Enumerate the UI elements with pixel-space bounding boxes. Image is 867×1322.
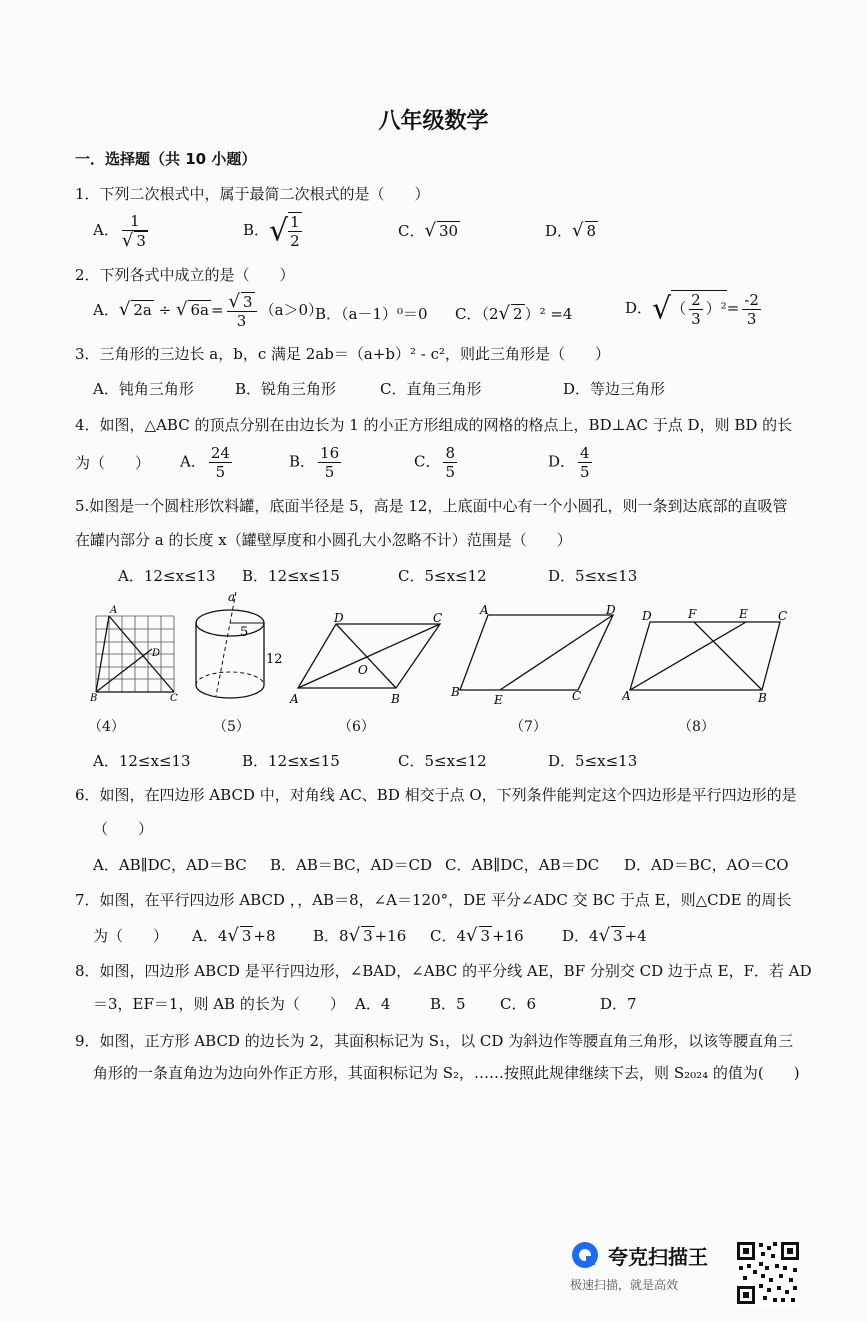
q3-stem: 3．三角形的三边长 a，b，c 满足 2ab＝（a+b）² - c²，则此三角形是（ ） (75, 345, 611, 363)
q2-stem: 2．下列各式中成立的是（ ） (75, 266, 295, 284)
q5b-option-b: B．12≤x≤15 (242, 752, 340, 770)
q8-option-c: C．6 (500, 995, 537, 1013)
figure-4-grid (90, 604, 190, 704)
q3-option-b: B．锐角三角形 (235, 380, 337, 398)
q5-stem-line1: 5.如图是一个圆柱形饮料罐，底面半径是 5，高是 12，上底面中心有一个小圆孔，则一条到达底部的直吸管 (75, 497, 788, 515)
q5-option-c: C．5≤x≤12 (398, 567, 487, 585)
q5-stem-line2: 在罐内部分 a 的长度 x（罐壁厚度和小圆孔大小忽略不计）范围是（ ） (75, 531, 572, 549)
figure-8-caption: （8） (678, 719, 715, 735)
figure-6-caption: （6） (338, 719, 375, 735)
figure-4-caption: （4） (88, 719, 125, 735)
q6-stem-line1: 6．如图，在四边形 ABCD 中，对角线 AC、BD 相交于点 O，下列条件能判定这个四边形是平行四边形的是 (75, 786, 797, 804)
figure-4-label-b: B (90, 693, 98, 704)
figure-5-label-height: 12 (266, 652, 283, 667)
q8-stem-line2: ＝3，EF＝1，则 AB 的长为（ ） (93, 995, 345, 1013)
q6-option-a: A．AB∥DC，AD＝BC (93, 856, 247, 874)
q2-option-d: D．√（ $\frac{2}{3}$ ）²= $\frac{-2}{3}$ (625, 290, 759, 328)
figure-8-label-f: F (688, 607, 697, 621)
q4-option-a: A． $\frac{24}{5}$ (180, 444, 230, 481)
q5-option-b: B．12≤x≤15 (242, 567, 340, 585)
figure-7-label-a: A (480, 603, 489, 617)
q6-stem-line2: （ ） (93, 820, 154, 838)
q3-option-c: C．直角三角形 (380, 380, 482, 398)
q9-stem-line2: 角形的一条直角边为边向外作正方形，其面积标记为 S₂，……按照此规律继续下去，则 S₂₀₂₄ 的值为( ) (93, 1064, 800, 1082)
figure-7-label-c: C (572, 689, 582, 703)
q1-option-d: D．√ 8 (545, 220, 597, 241)
figure-4-label-d: D (152, 648, 161, 659)
q6-option-b: B．AB＝BC，AD＝CD (270, 856, 433, 874)
q4-option-b: B． $\frac{16}{5}$ (289, 444, 340, 481)
figure-8-parallelogram (622, 604, 797, 708)
q8-option-a: A．4 (355, 995, 391, 1013)
q9-stem-line1: 9．如图，正方形 ABCD 的边长为 2，其面积标记为 S₁，以 CD 为斜边作等腰直角三角形，以该等腰直角三 (75, 1032, 794, 1050)
q5b-option-a: A．12≤x≤13 (93, 752, 191, 770)
scanner-app-name: 夸克扫描王 (608, 1244, 708, 1269)
q8-option-b: B．5 (430, 995, 466, 1013)
figure-7-caption: （7） (510, 719, 547, 735)
q4-stem-line1: 4．如图，△ABC 的顶点分别在由边长为 1 的小正方形组成的网格的格点上，BD⊥AC 于点 D，则 BD 的长 (75, 416, 793, 434)
page-title: 八年级数学 (378, 109, 489, 134)
q2-option-b: B．（a－1）⁰＝0 (315, 305, 428, 323)
q8-stem-line1: 8．如图，四边形 ABCD 是平行四边形，∠BAD，∠ABC 的平分线 AE，BF 分别交 CD 边于点 E，F．若 AD (75, 962, 812, 980)
q1-stem: 1．下列二次根式中，属于最简二次根式的是（ ） (75, 185, 430, 203)
q1-option-b: B．√ $\frac{1}{2}$ (243, 213, 300, 250)
figure-8-label-a: A (622, 689, 631, 703)
q7-stem-line1: 7．如图，在平行四边形 ABCD ，，AB＝8，∠A＝120°，DE 平分∠ADC 交 BC 于点 E，则△CDE 的周长 (75, 891, 792, 909)
qr-code-icon (735, 1240, 801, 1306)
q7-option-a: A．4√ 3 +8 (192, 925, 276, 946)
q4-stem-line2: 为（ ） (75, 454, 151, 472)
q4-option-d: D． $\frac{4}{5}$ (548, 444, 590, 481)
figure-8-label-d: D (642, 609, 652, 623)
figure-5-label-a: a (228, 590, 236, 604)
figure-7-label-b: B (451, 685, 460, 699)
q7-option-d: D．4√ 3 +4 (562, 925, 647, 946)
q6-option-d: D．AD＝BC，AO＝CO (624, 856, 789, 874)
q5-option-d: D．5≤x≤13 (548, 567, 638, 585)
figure-4-label-c: C (170, 693, 178, 704)
q3-option-a: A．钝角三角形 (93, 380, 194, 398)
q5b-option-c: C．5≤x≤12 (398, 752, 487, 770)
q7-option-c: C．4√ 3 +16 (430, 925, 524, 946)
q1-option-a: A． $\frac{1}{√ 3}$ (93, 212, 146, 251)
q7-stem-line2: 为（ ） (93, 927, 169, 945)
q4-option-c: C． $\frac{8}{5}$ (414, 444, 456, 481)
q5-option-a: A．12≤x≤13 (118, 567, 216, 585)
q5b-option-d: D．5≤x≤13 (548, 752, 638, 770)
figure-6-label-o: O (358, 663, 368, 677)
q3-option-d: D．等边三角形 (563, 380, 666, 398)
figure-5-caption: （5） (213, 719, 250, 735)
figure-6-label-d: D (334, 611, 344, 625)
q7-option-b: B．8√ 3 +16 (313, 925, 407, 946)
q6-option-c: C．AB∥DC，AB＝DC (445, 856, 600, 874)
figure-7-label-d: D (606, 603, 616, 617)
q2-option-a: A．√ 2a ÷ √ 6a = $\frac{√ 3}{3}$ （a＞0） (93, 291, 324, 330)
figure-5-cylinder (190, 590, 290, 712)
figure-6-parallelogram (288, 610, 448, 708)
figure-7-parallelogram (448, 600, 623, 708)
figure-6-label-c: C (433, 611, 443, 625)
quark-logo-icon (570, 1240, 600, 1270)
section-heading: 一．选择题（共 10 小题） (75, 150, 257, 168)
figure-8-label-c: C (778, 609, 788, 623)
q2-option-c: C．（2√ 2 ）² =4 (455, 303, 573, 324)
figure-8-label-b: B (758, 691, 767, 705)
figure-7-label-e: E (494, 693, 503, 707)
figure-8-label-e: E (739, 607, 748, 621)
scanner-watermark (570, 1240, 708, 1293)
scanner-slogan: 极速扫描，就是高效 (570, 1278, 679, 1292)
figure-6-label-b: B (391, 692, 400, 706)
q8-option-d: D．7 (600, 995, 637, 1013)
figure-6-label-a: A (290, 692, 299, 706)
figure-5-label-radius: 5 (240, 625, 249, 640)
figure-4-label-a: A (110, 605, 118, 616)
q1-option-c: C．√ 30 (398, 220, 459, 241)
